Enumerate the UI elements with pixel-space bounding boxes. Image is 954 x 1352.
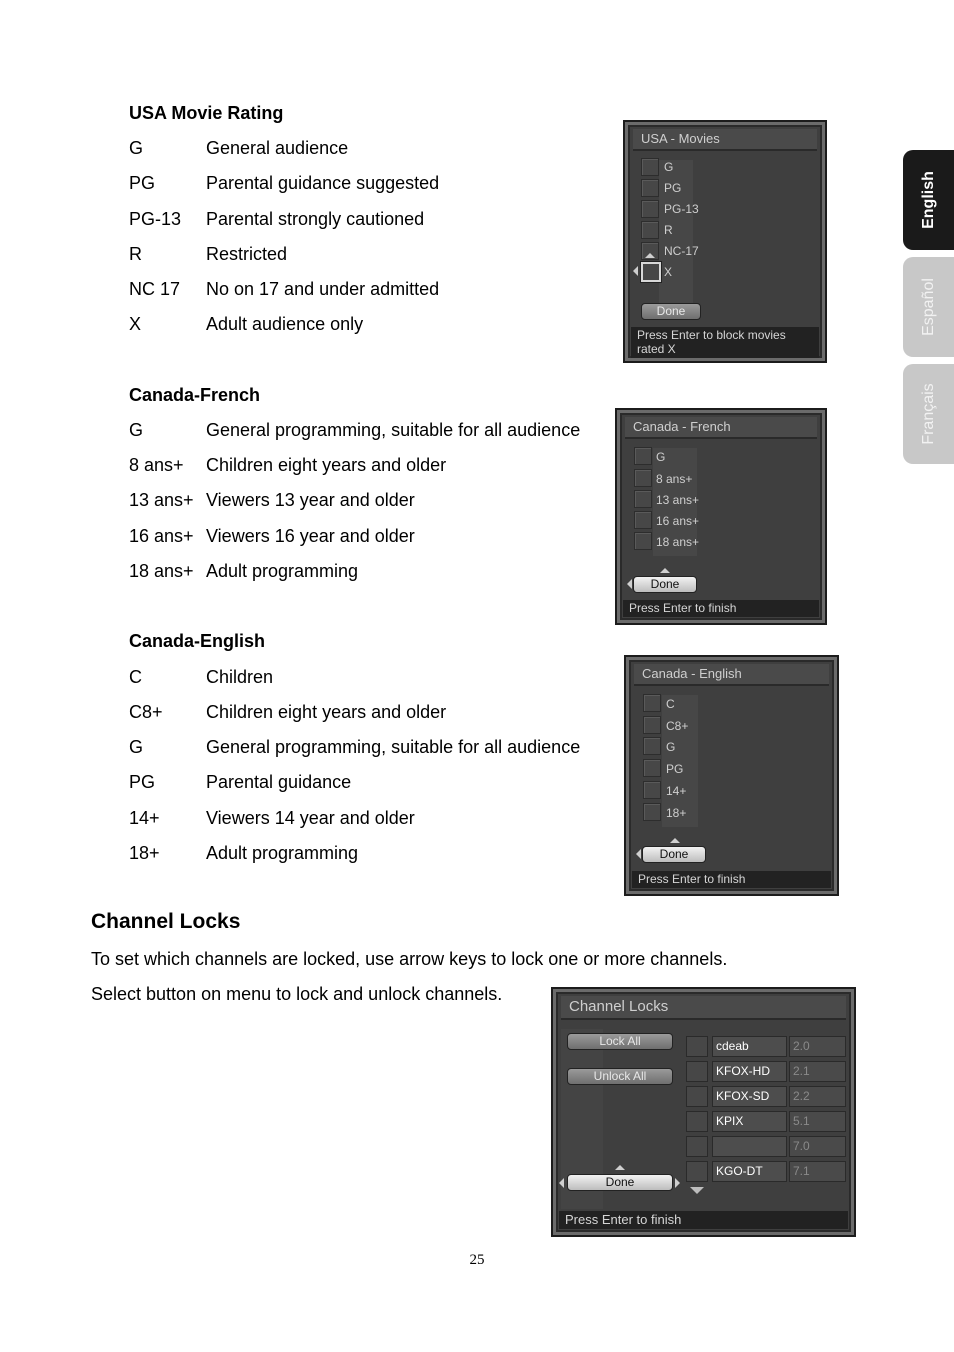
checkbox[interactable] [634,469,652,487]
rating-code: G [129,138,144,158]
option-label: NC-17 [664,244,699,258]
arrow-left-icon [559,1178,564,1188]
option-label: G [664,160,674,174]
checkbox[interactable] [641,158,659,176]
canada-french-panel [615,408,827,625]
rating-code: 18 ans+ [129,561,194,581]
rating-desc: Viewers 13 year and older [206,490,415,510]
arrow-up-icon [670,838,680,843]
channel-lock-checkbox[interactable] [686,1136,708,1157]
checkbox[interactable] [641,179,659,197]
rating-desc: Children eight years and older [206,455,447,475]
rating-desc: General audience [206,138,349,158]
checkbox[interactable] [643,781,661,799]
channel-lock-checkbox[interactable] [686,1086,708,1107]
option-label: G [666,740,676,754]
channel-number: 2.0 [789,1036,846,1057]
checkbox[interactable] [634,511,652,529]
channel-name: KFOX-SD [712,1086,787,1107]
rating-code: G [129,737,144,757]
rating-desc: Restricted [206,244,288,264]
rating-desc: Children eight years and older [206,702,447,722]
checkbox[interactable] [641,221,659,239]
rating-desc: Adult programming [206,843,359,863]
panel-title: USA - Movies [633,129,817,151]
checkbox[interactable] [634,532,652,550]
option-label: 13 ans+ [656,493,700,507]
channel-name: KGO-DT [712,1161,787,1182]
tab-francais-label: Français [919,383,937,445]
channel-number: 2.2 [789,1086,846,1107]
checkbox[interactable] [634,447,652,465]
rating-code: PG [129,173,156,193]
status-text-line2: rated X [637,342,676,356]
status-bar: Press Enter to finish [632,871,831,888]
status-bar: Press Enter to finish [623,600,819,617]
rating-code: 14+ [129,808,160,828]
channel-number: 2.1 [789,1061,846,1082]
panel-title: Channel Locks [561,996,846,1020]
channel-number: 7.1 [789,1161,846,1182]
option-label: 16 ans+ [656,514,700,528]
rating-desc: Adult programming [206,561,359,581]
option-label: PG-13 [664,202,699,216]
channel-name [712,1136,787,1157]
rating-code: 8 ans+ [129,455,184,475]
panel-title: Canada - French [625,417,817,439]
rating-desc: No on 17 and under admitted [206,279,440,299]
channel-locks-paragraph-1: To set which channels are locked, use arrow keys to lock one or more channels. [91,949,728,969]
scroll-down-icon[interactable] [690,1187,704,1194]
checkbox[interactable] [643,759,661,777]
page-number: 25 [469,1252,485,1268]
arrow-up-icon [660,568,670,573]
rating-desc: Children [206,667,274,687]
arrow-right-icon [675,1178,680,1188]
checkbox[interactable] [643,737,661,755]
channel-locks-heading: Channel Locks [91,910,241,933]
canada-french-heading: Canada-French [129,385,261,405]
rating-code: 18+ [129,843,160,863]
usa-movies-panel [623,120,827,363]
rating-code: PG-13 [129,209,182,229]
channel-lock-checkbox[interactable] [686,1036,708,1057]
checkbox[interactable] [643,803,661,821]
unlock-all-button[interactable]: Unlock All [567,1068,673,1085]
option-label: G [656,450,666,464]
rating-code: 16 ans+ [129,526,194,546]
channel-number: 7.0 [789,1136,846,1157]
rating-desc: General programming, suitable for all audience [206,737,581,757]
rating-desc: Parental guidance [206,772,352,792]
done-button[interactable]: Done [641,303,701,320]
arrow-left-icon [627,579,632,589]
checkbox-selected[interactable] [641,262,661,282]
rating-code: X [129,314,142,334]
checkbox[interactable] [643,694,661,712]
panel-title: Canada - English [634,664,829,686]
tab-english-label: English [919,171,937,229]
arrow-left-icon [633,266,638,276]
checkbox[interactable] [634,490,652,508]
rating-code: R [129,244,142,264]
channel-lock-checkbox[interactable] [686,1061,708,1082]
channel-name: KPIX [712,1111,787,1132]
status-text-line1: Press Enter to block movies [637,328,786,342]
rating-desc: Parental strongly cautioned [206,209,425,229]
channel-lock-checkbox[interactable] [686,1161,708,1182]
option-label: C [666,697,675,711]
tab-espanol-label: Español [919,278,937,336]
canada-english-heading: Canada-English [129,631,266,651]
rating-desc: Adult audience only [206,314,364,334]
lock-all-button[interactable]: Lock All [567,1033,673,1050]
option-label: R [664,223,673,237]
tab-espanol [903,257,954,357]
canada-english-panel [624,655,839,896]
arrow-left-icon [636,849,641,859]
checkbox[interactable] [643,716,661,734]
option-label: C8+ [666,719,689,733]
channel-name: cdeab [712,1036,787,1057]
arrow-up-icon [615,1165,625,1170]
channel-name: KFOX-HD [712,1061,787,1082]
option-label: 14+ [666,784,687,798]
rating-code: C8+ [129,702,163,722]
rating-desc: Viewers 14 year and older [206,808,415,828]
channel-lock-checkbox[interactable] [686,1111,708,1132]
rating-code: 13 ans+ [129,490,194,510]
done-button[interactable]: Done [567,1174,673,1191]
done-button[interactable]: Done [642,846,706,863]
rating-desc: General programming, suitable for all audience [206,420,581,440]
rating-code: G [129,420,144,440]
channel-number: 5.1 [789,1111,846,1132]
rating-code: C [129,667,142,687]
option-label: 18+ [666,806,687,820]
rating-desc: Parental guidance suggested [206,173,440,193]
checkbox[interactable] [641,200,659,218]
status-bar [631,327,819,358]
channel-locks-panel [551,987,856,1237]
option-label: X [664,265,673,279]
tab-francais [903,364,954,464]
rating-desc: Viewers 16 year and older [206,526,415,546]
done-button[interactable]: Done [633,576,697,593]
usa-heading: USA Movie Rating [129,103,284,123]
option-label: 8 ans+ [656,472,693,486]
channel-locks-paragraph-2: Select button on menu to lock and unlock channels. [91,984,503,1004]
tab-english [903,150,954,250]
status-bar: Press Enter to finish [559,1211,848,1229]
arrow-up-icon [645,253,655,258]
option-label: PG [664,181,682,195]
rating-code: NC 17 [129,279,181,299]
option-label: PG [666,762,684,776]
option-label: 18 ans+ [656,535,700,549]
rating-code: PG [129,772,156,792]
